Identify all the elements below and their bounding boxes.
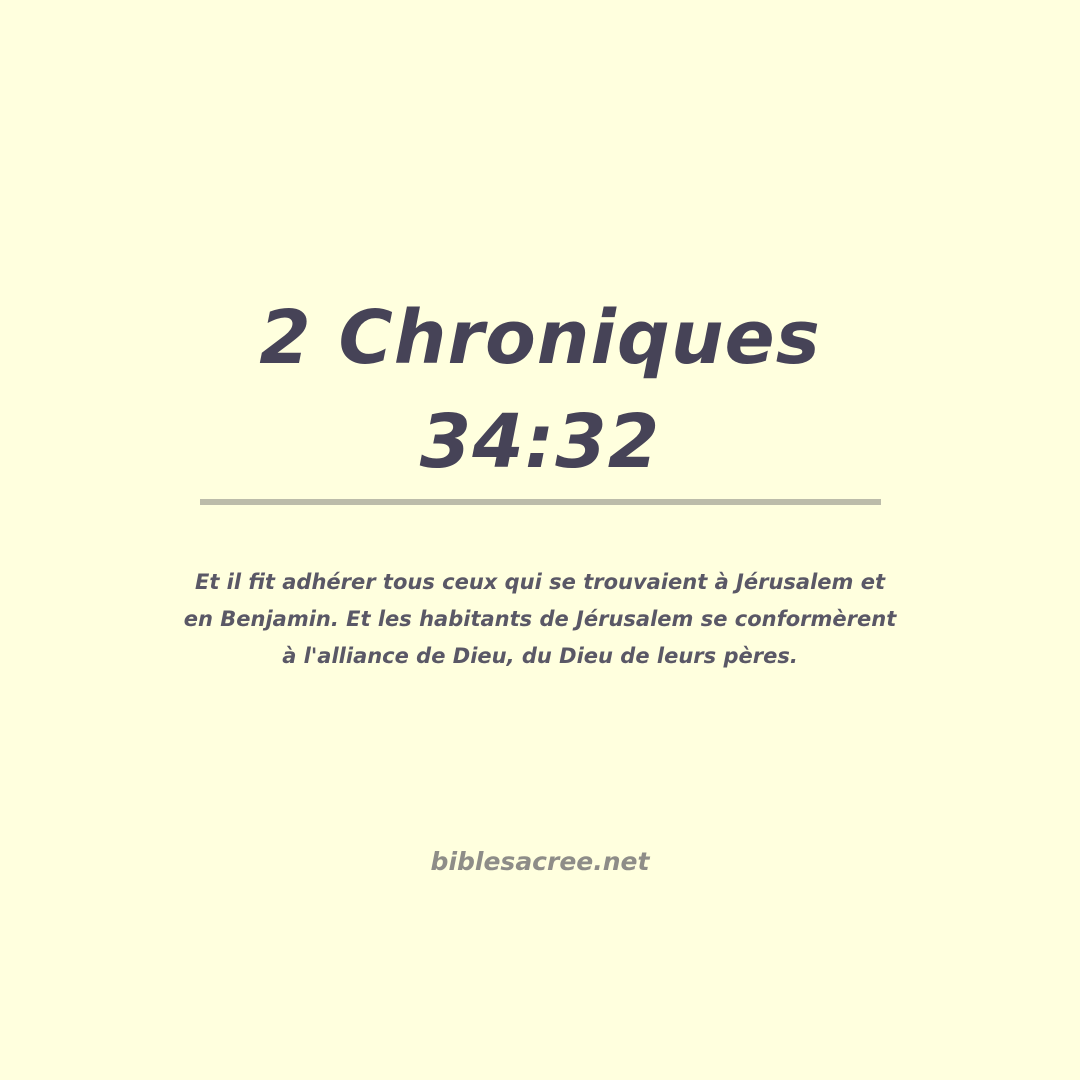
verse-book: 2 Chroniques [259, 295, 821, 381]
verse-chapter-verse: 34:32 [419, 399, 661, 485]
divider [200, 499, 881, 505]
website-label: biblesacree.net [430, 847, 650, 876]
verse-text: Et il fit adhérer tous ceux qui se trouvaient à Jérusalem et en Benjamin. Et les habitants de Jérusalem se conformèrent à l'alliance de Dieu, du Dieu de leurs pères. [183, 570, 897, 668]
verse-reference [150, 286, 930, 494]
